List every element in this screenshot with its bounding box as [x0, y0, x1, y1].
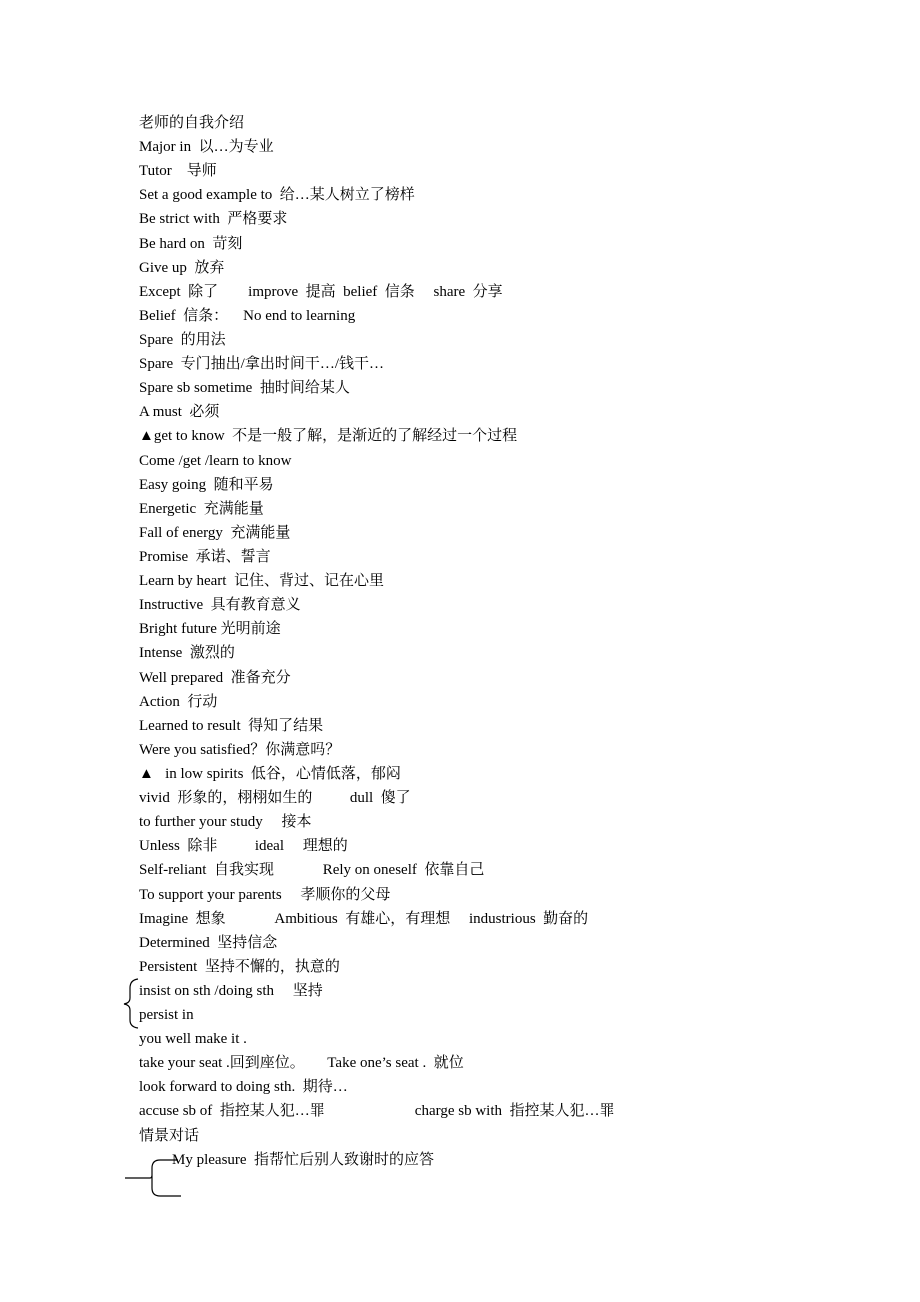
text-line: Bright future 光明前途	[139, 621, 281, 638]
text-line: Self-reliant 自我实现 Rely on oneself 依靠自己	[139, 862, 485, 879]
curly-brace-icon	[124, 979, 138, 1028]
text-line: take your seat .回到座位。 Take one’s seat . 就位	[139, 1055, 464, 1072]
text-line: Well prepared 准备充分	[139, 669, 291, 686]
text-line: ▲get to know 不是一般了解，是渐近的了解经过一个过程	[139, 428, 518, 445]
text-line: Come /get /learn to know	[139, 452, 292, 469]
text-line: look forward to doing sth. 期待…	[139, 1079, 348, 1096]
text-line: Set a good example to 给…某人树立了榜样	[139, 187, 415, 204]
text-line: Except 除了 improve 提高 belief 信条 share 分享	[139, 283, 503, 300]
text-line: Spare sb sometime 抽时间给某人	[139, 380, 350, 397]
text-line: Give up 放弃	[139, 259, 225, 276]
text-line: Easy going 随和平易	[139, 476, 274, 493]
text-line: A must 必须	[139, 404, 220, 421]
text-line: Were you satisfied？你满意吗？	[139, 741, 341, 758]
text-line: Persistent 坚持不懈的，执意的	[139, 958, 340, 975]
text-line: insist on sth /doing sth 坚持	[139, 982, 323, 999]
text-line: Be strict with 严格要求	[139, 211, 288, 228]
text-line: Be hard on 苛刻	[139, 235, 243, 252]
text-line: Tutor 导师	[139, 163, 217, 180]
text-line: accuse sb of 指控某人犯…罪 charge sb with 指控某人犯…罪	[139, 1103, 615, 1120]
text-line: Learned to result 得知了结果	[139, 717, 324, 734]
text-line: Major in 以…为专业	[139, 139, 274, 156]
text-line: Spare 专门抽出/拿出时间干…/钱干…	[139, 356, 384, 373]
text-line: Energetic 充满能量	[139, 500, 264, 517]
text-line: Learn by heart 记住、背过、记在心里	[139, 573, 384, 590]
text-line: Unless 除非 ideal 理想的	[139, 838, 348, 855]
text-line: Belief 信条： No end to learning	[139, 307, 356, 324]
text-line: persist in	[139, 1007, 194, 1024]
document-body	[139, 111, 615, 1172]
text-line: Determined 坚持信念	[139, 934, 278, 951]
text-line: Instructive 具有教育意义	[139, 597, 301, 614]
text-line: Action 行动	[139, 693, 218, 710]
text-line: Fall of energy 充满能量	[139, 524, 291, 541]
text-line: Intense 激烈的	[139, 645, 235, 662]
text-line: Spare 的用法	[139, 331, 226, 348]
text-line: 情景对话	[139, 1127, 200, 1144]
text-line: My pleasure 指帮忙后别人致谢时的应答	[172, 1151, 435, 1168]
text-line: Imagine 想象 Ambitious 有雄心，有理想 industrious 勤奋的	[139, 910, 589, 927]
text-line: vivid 形象的，栩栩如生的 dull 傻了	[139, 790, 411, 807]
text-line: you well make it .	[139, 1031, 247, 1048]
text-line: 老师的自我介绍	[139, 115, 245, 131]
text-line: to further your study 接本	[139, 814, 312, 831]
text-line: Promise 承诺、誓言	[139, 548, 271, 565]
text-line: ▲ in low spirits 低谷，心情低落，郁闷	[139, 765, 401, 782]
text-line: To support your parents 孝顺你的父母	[139, 886, 391, 903]
